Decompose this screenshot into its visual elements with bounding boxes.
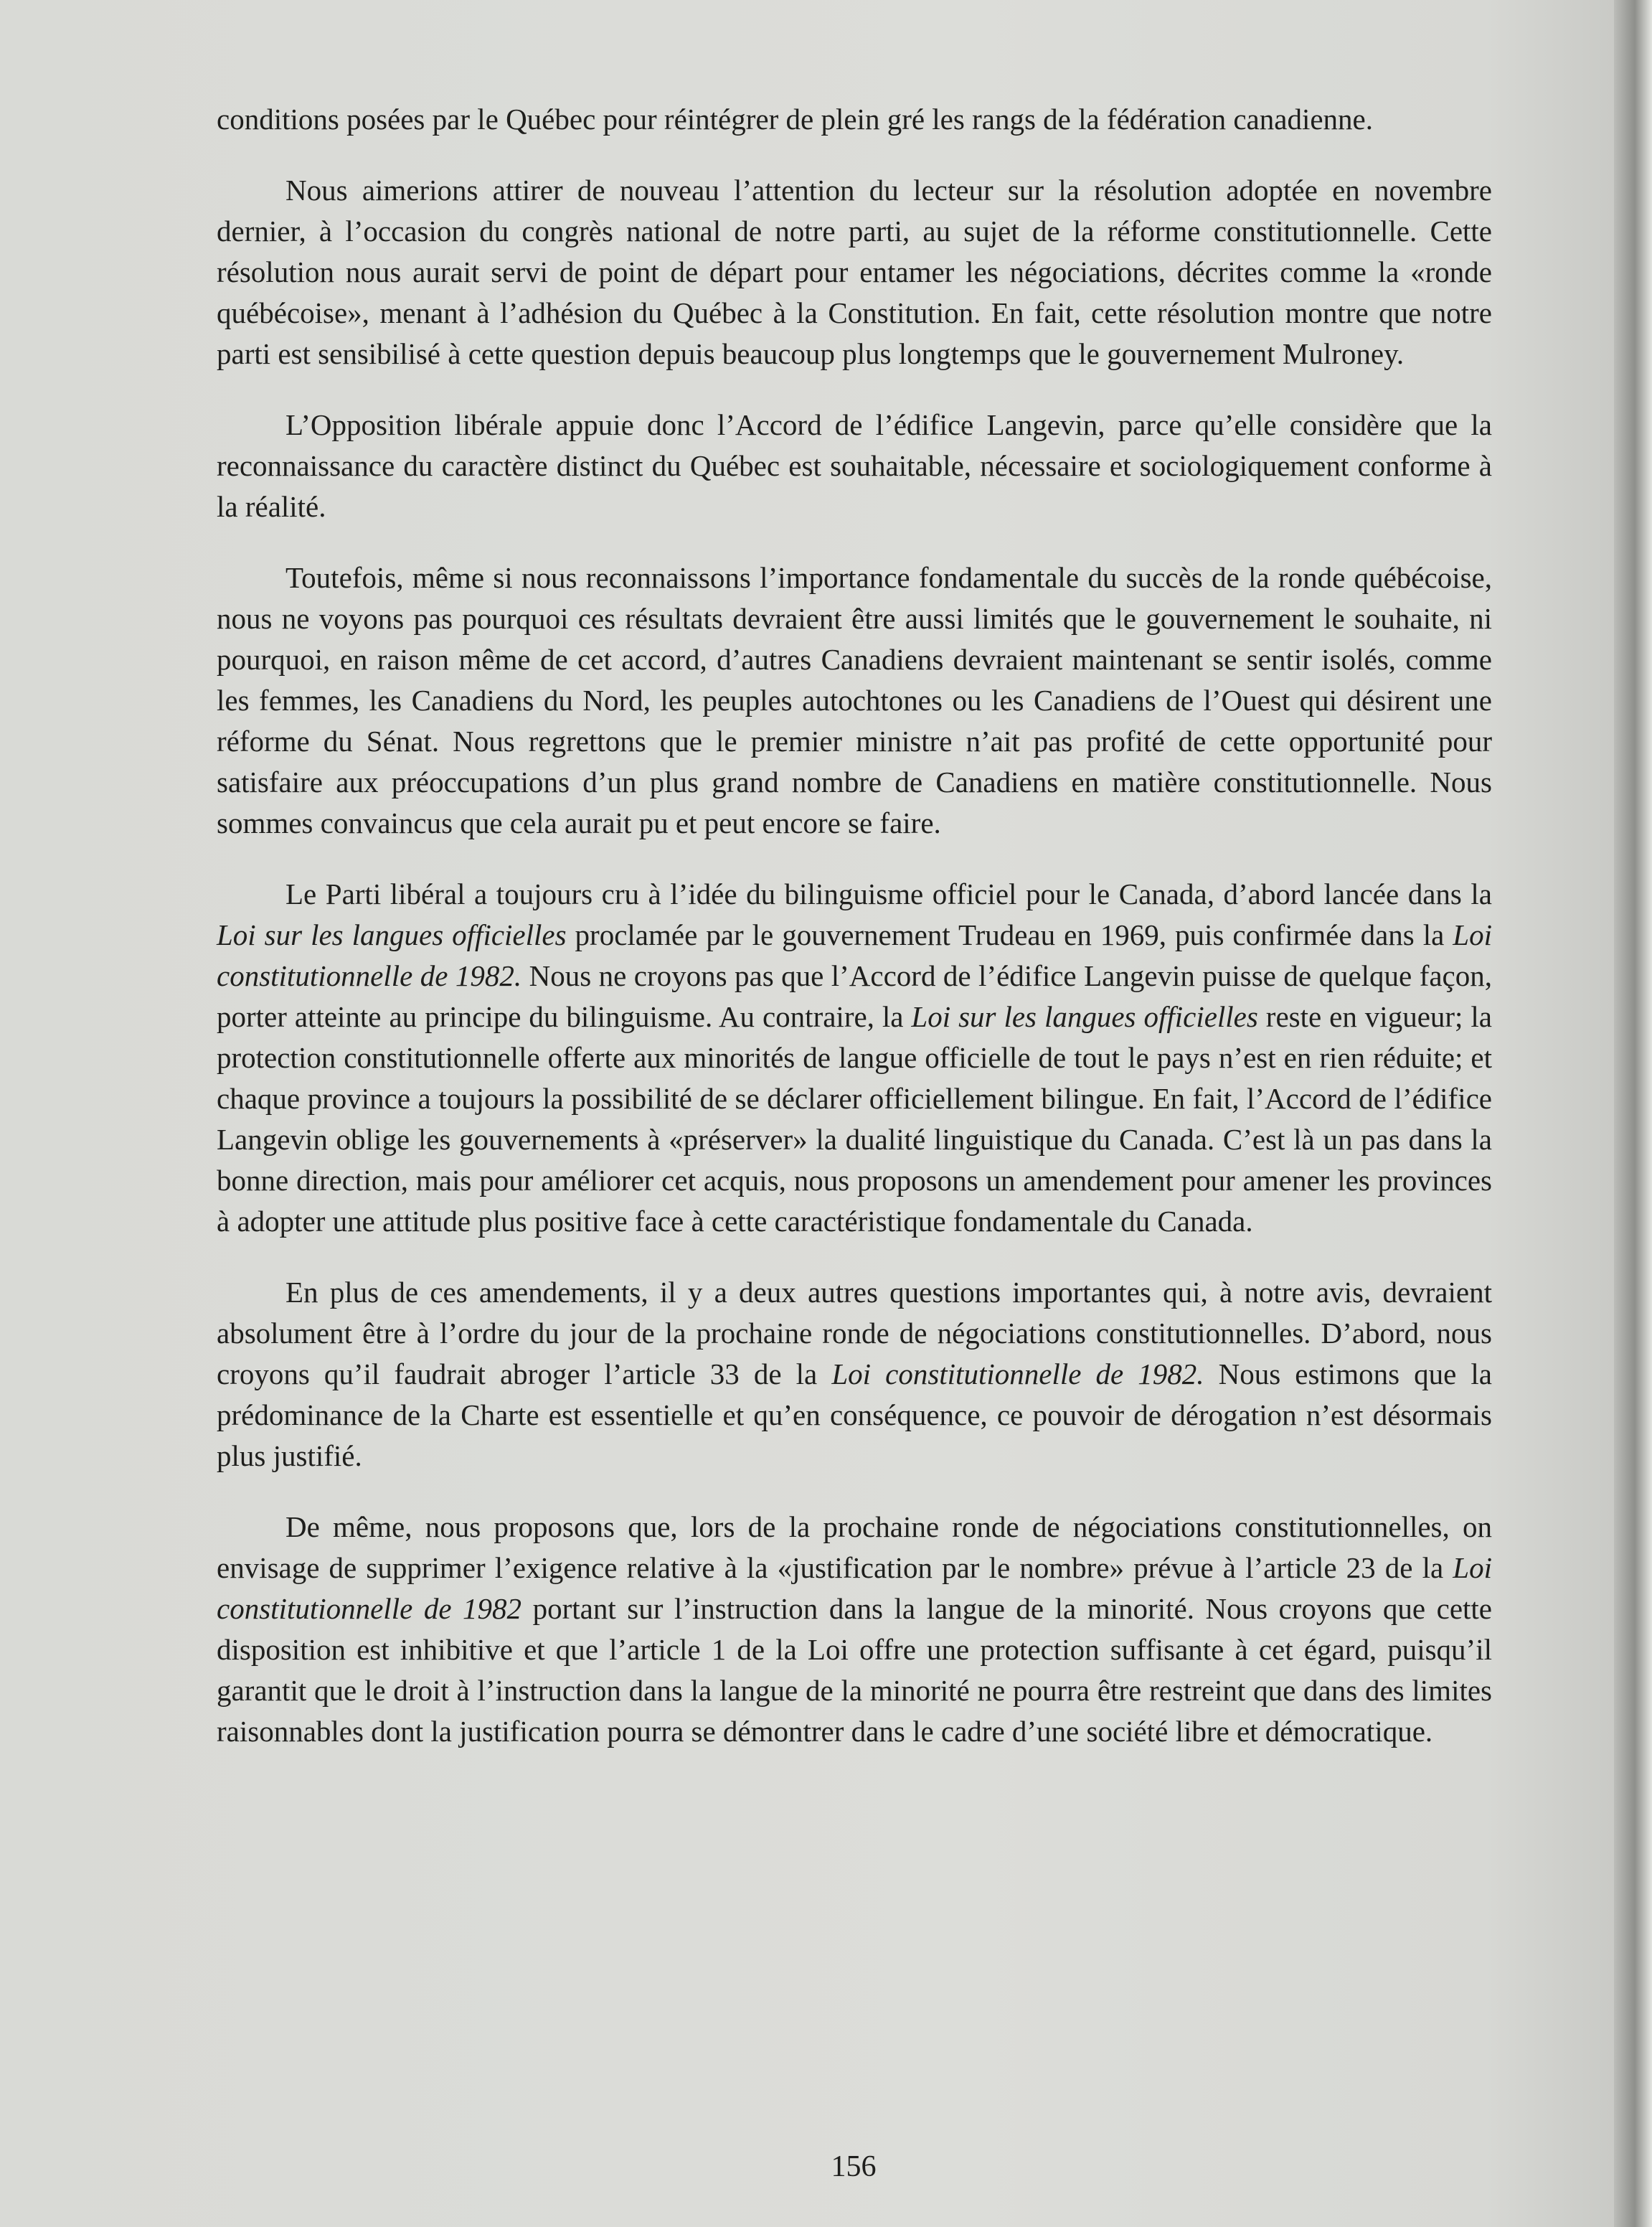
paragraph-6 bbox=[217, 1272, 1492, 1477]
paragraph-5-text-3: Nous ne croyons pas que l’Accord de l’édifice Langevin puisse de quelque façon, porter atteinte au principe du bilinguisme. Au contraire, la bbox=[217, 959, 1492, 1033]
paragraph-7-text-1: De même, nous proposons que, lors de la prochaine ronde de négociations constitutionnelles, on envisage de supprimer l’exigence relative à la «justification par le nombre» prévue à l’article 23 de la bbox=[217, 1510, 1492, 1584]
body-text bbox=[217, 99, 1492, 1752]
paragraph-6-text-1: En plus de ces amendements, il y a deux autres questions importantes qui, à notre avis, devraient absolument être à l’ordre du jour de la prochaine ronde de négociations constitutionnelles. D’abord, nous croyons qu’il faudrait abroger l’article 33 de la bbox=[217, 1276, 1492, 1390]
paragraph-6-text-2: Nous estimons que la prédominance de la Charte est essentielle et qu’en conséquence, ce pouvoir de dérogation n’est désormais plus justifié. bbox=[217, 1357, 1492, 1472]
paragraph-5-italic-2: Loi constitutionnelle de 1982. bbox=[217, 918, 1492, 992]
paragraph-4: Toutefois, même si nous reconnaissons l’importance fondamentale du succès de la ronde québécoise, nous ne voyons pas pourquoi ces résultats devraient être aussi limités que le gouvernement le souhaite, ni pourquoi, en raison même de cet accord, d’autres Canadiens devraient maintenant se sentir isolés, comme les femmes, les Canadiens du Nord, les peuples autochtones ou les Canadiens de l’Ouest qui désirent une réforme du Sénat. Nous regrettons que le premier ministre n’ait pas profité de cette opportunité pour satisfaire aux préoccupations d’un plus grand nombre de Canadiens en matière constitutionnelle. Nous sommes convaincus que cela aurait pu et peut encore se faire. bbox=[217, 561, 1492, 839]
paragraph-7-text-2: portant sur l’instruction dans la langue de la minorité. Nous croyons que cette disposition est inhibitive et que l’article 1 de la Loi offre une protection suffisante à cet égard, puisqu’il garantit que le droit à l’instruction dans la langue de la minorité ne pourra être restreint que dans des limites raisonnables dont la justification pourra se démontrer dans le cadre d’une société libre et démocratique. bbox=[217, 1592, 1492, 1748]
paragraph-1: conditions posées par le Québec pour réintégrer de plein gré les rangs de la fédération canadienne. bbox=[217, 103, 1373, 136]
paragraph-5 bbox=[217, 874, 1492, 1242]
paragraph-2: Nous aimerions attirer de nouveau l’attention du lecteur sur la résolution adoptée en novembre dernier, à l’occasion du congrès national de notre parti, au sujet de la réforme constitutionnelle. Cette résolution nous aurait servi de point de départ pour entamer les négociations, décrites comme la «ronde québécoise», menant à l’adhésion du Québec à la Constitution. En fait, cette résolution montre que notre parti est sensibilisé à cette question depuis beaucoup plus longtemps que le gouvernement Mulroney. bbox=[217, 174, 1492, 370]
paragraph-7-italic-1: Loi constitutionnelle de 1982 bbox=[217, 1551, 1492, 1625]
paragraph-5-text-2: proclamée par le gouvernement Trudeau en 1969, puis confirmée dans la bbox=[566, 918, 1453, 951]
page-number: 156 bbox=[831, 2150, 877, 2183]
paragraph-5-text-1: Le Parti libéral a toujours cru à l’idée du bilinguisme officiel pour le Canada, d’abord lancée dans la bbox=[285, 877, 1492, 910]
paragraph-5-italic-1: Loi sur les langues officielles bbox=[217, 918, 567, 951]
binding-gutter bbox=[1614, 0, 1652, 2227]
paragraph-5-text-4: reste en vigueur; la protection constitutionnelle offerte aux minorités de langue officielle de tout le pays n’est en rien réduite; et chaque province a toujours la possibilité de se déclarer officiellement bilingue. En fait, l’Accord de l’édifice Langevin oblige les gouvernements à «préserver» la dualité linguistique du Canada. C’est là un pas dans la bonne direction, mais pour améliorer cet acquis, nous proposons un amendement pour amener les provinces à adopter une attitude plus positive face à cette caractéristique fondamentale du Canada. bbox=[217, 1000, 1492, 1238]
paragraph-6-italic-1: Loi constitutionnelle de 1982. bbox=[831, 1357, 1204, 1390]
paragraph-3: L’Opposition libérale appuie donc l’Accord de l’édifice Langevin, parce qu’elle considère que la reconnaissance du caractère distinct du Québec est souhaitable, nécessaire et sociologiquement conforme à la réalité. bbox=[217, 408, 1492, 523]
paragraph-5-italic-3: Loi sur les langues officielles bbox=[911, 1000, 1258, 1033]
paragraph-7 bbox=[217, 1507, 1492, 1752]
